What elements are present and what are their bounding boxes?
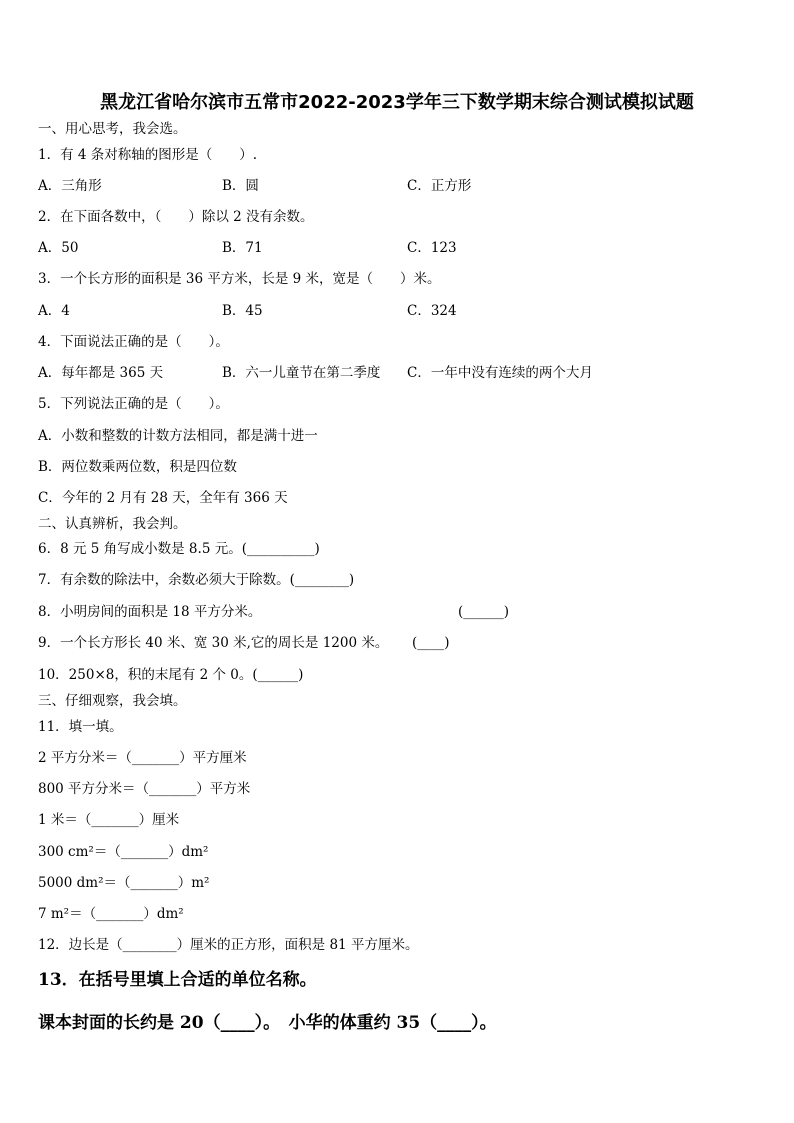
q4-option-a: A．每年都是 365 天 bbox=[38, 365, 164, 381]
question-2: 2．在下面各数中，（ ）除以 2 没有余数。 bbox=[38, 209, 314, 225]
q5-option-c: C．今年的 2 月有 28 天，全年有 366 天 bbox=[38, 490, 288, 506]
q5-option-a: A．小数和整数的计数方法相同，都是满十进一 bbox=[38, 428, 318, 444]
question-3: 3．一个长方形的面积是 36 平方米，长是 9 米，宽是（ ）米。 bbox=[38, 271, 441, 287]
q11-item: 800 平方分米＝（_______）平方米 bbox=[38, 781, 251, 797]
q3-option-b: B．45 bbox=[222, 303, 263, 319]
q1-option-c: C．正方形 bbox=[407, 178, 472, 194]
q1-option-b: B．圆 bbox=[222, 178, 259, 194]
question-5: 5．下列说法正确的是（ ）。 bbox=[38, 396, 229, 412]
q9-answer-blank: (____) bbox=[412, 635, 450, 651]
q8-answer-blank: (______) bbox=[458, 604, 510, 620]
q11-item: 300 cm²＝（_______）dm² bbox=[38, 844, 209, 860]
question-7: 7．有余数的除法中，余数必须大于除数。(________) bbox=[38, 572, 355, 588]
q4-option-c: C．一年中没有连续的两个大月 bbox=[407, 365, 593, 381]
q4-option-b: B．六一儿童节在第二季度 bbox=[222, 365, 381, 381]
q2-option-b: B．71 bbox=[222, 240, 263, 256]
q2-option-a: A．50 bbox=[38, 240, 79, 256]
section-heading-1: 一、用心思考，我会选。 bbox=[38, 121, 187, 137]
question-12: 12．边长是（________）厘米的正方形，面积是 81 平方厘米。 bbox=[38, 937, 419, 953]
q3-option-c: C．324 bbox=[407, 303, 457, 319]
question-13-line: 课本封面的长约是 20（____）。 小华的体重约 35（____）。 bbox=[38, 1013, 497, 1033]
page-title: 黑龙江省哈尔滨市五常市2022-2023学年三下数学期末综合测试模拟试题 bbox=[100, 92, 694, 113]
question-1: 1．有 4 条对称轴的图形是（ ）. bbox=[38, 147, 258, 163]
question-11: 11．填一填。 bbox=[38, 719, 123, 735]
q2-option-c: C．123 bbox=[407, 240, 457, 256]
q11-item: 5000 dm²＝（_______）m² bbox=[38, 875, 210, 891]
q11-item: 2 平方分米＝（_______）平方厘米 bbox=[38, 750, 247, 766]
q11-item: 7 m²＝（_______）dm² bbox=[38, 906, 184, 922]
section-heading-3: 三、仔细观察，我会填。 bbox=[38, 693, 187, 709]
question-4: 4．下面说法正确的是（ ）。 bbox=[38, 334, 229, 350]
q3-option-a: A．4 bbox=[38, 303, 70, 319]
q5-option-b: B．两位数乘两位数，积是四位数 bbox=[38, 459, 237, 475]
q1-option-a: A．三角形 bbox=[38, 178, 102, 194]
question-6: 6．8 元 5 角写成小数是 8.5 元。(__________) bbox=[38, 541, 320, 557]
question-13: 13．在括号里填上合适的单位名称。 bbox=[38, 970, 317, 990]
question-9: 9．一个长方形长 40 米、宽 30 米,它的周长是 1200 米。 bbox=[38, 635, 389, 651]
section-heading-2: 二、认真辨析，我会判。 bbox=[38, 516, 187, 532]
question-8: 8．小明房间的面积是 18 平方分米。 bbox=[38, 604, 262, 620]
q11-item: 1 米＝（_______）厘米 bbox=[38, 812, 180, 828]
question-10: 10．250×8，积的末尾有 2 个 0。(______) bbox=[38, 667, 304, 683]
